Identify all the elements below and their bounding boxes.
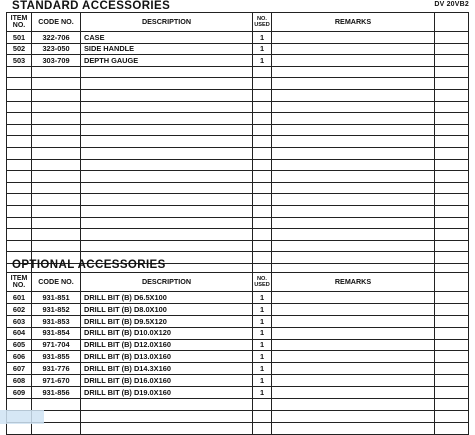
- table-row: [7, 351, 469, 363]
- cell-no-used: 1: [253, 315, 272, 327]
- cell-blank: [435, 113, 469, 125]
- cell-remarks: [272, 410, 435, 422]
- cell-blank: [435, 55, 469, 67]
- header-no-used: NO. USED: [253, 273, 272, 292]
- cell-no-used: [253, 78, 272, 90]
- cell-item-no: [7, 159, 32, 171]
- cell-blank: [435, 229, 469, 241]
- cell-blank: [435, 315, 469, 327]
- cell-blank: [435, 410, 469, 422]
- cell-no-used: [253, 252, 272, 264]
- cell-item-no: 609: [7, 387, 32, 399]
- cell-remarks: [272, 240, 435, 252]
- cell-description: [81, 410, 253, 422]
- table-header-row: [7, 273, 469, 292]
- empty-table-row: [7, 89, 469, 101]
- cell-no-used: [253, 399, 272, 411]
- cell-remarks: [272, 292, 435, 304]
- cell-remarks: [272, 399, 435, 411]
- cell-description: [81, 422, 253, 434]
- cell-blank: [435, 89, 469, 101]
- cell-code-no: [32, 136, 81, 148]
- cell-code-no: [32, 399, 81, 411]
- cell-code-no: 931-851: [32, 292, 81, 304]
- cell-description: [81, 159, 253, 171]
- header-description: DESCRIPTION: [81, 13, 253, 32]
- empty-table-row: [7, 194, 469, 206]
- cell-code-no: [32, 194, 81, 206]
- cell-blank: [435, 375, 469, 387]
- cell-description: [81, 205, 253, 217]
- cell-description: [81, 66, 253, 78]
- cell-code-no: [32, 159, 81, 171]
- cell-description: [81, 399, 253, 411]
- cell-no-used: [253, 229, 272, 241]
- cell-code-no: [32, 182, 81, 194]
- cell-description: CASE: [81, 32, 253, 44]
- cell-remarks: [272, 55, 435, 67]
- table-row: [7, 43, 469, 55]
- cell-item-no: [7, 399, 32, 411]
- header-blank: [435, 13, 469, 32]
- cell-code-no: 323-050: [32, 43, 81, 55]
- cell-item-no: [7, 240, 32, 252]
- cell-code-no: [32, 78, 81, 90]
- cell-blank: [435, 66, 469, 78]
- cell-no-used: 1: [253, 32, 272, 44]
- cell-item-no: [7, 229, 32, 241]
- cell-item-no: [7, 136, 32, 148]
- header-code-no: CODE NO.: [32, 273, 81, 292]
- cell-description: DRILL BIT (B) D16.0X160: [81, 375, 253, 387]
- cell-remarks: [272, 327, 435, 339]
- empty-table-row: [7, 182, 469, 194]
- table-row: [7, 32, 469, 44]
- cell-blank: [435, 101, 469, 113]
- cell-description: DRILL BIT (B) D12.0X160: [81, 339, 253, 351]
- cell-blank: [435, 182, 469, 194]
- cell-item-no: 601: [7, 292, 32, 304]
- model-number: DV 20VB2: [434, 1, 469, 8]
- cell-item-no: 608: [7, 375, 32, 387]
- cell-remarks: [272, 422, 435, 434]
- cell-code-no: 971-704: [32, 339, 81, 351]
- empty-table-row: [7, 217, 469, 229]
- empty-table-row: [7, 399, 469, 411]
- cell-blank: [435, 363, 469, 375]
- cell-code-no: 931-855: [32, 351, 81, 363]
- header-blank: [435, 273, 469, 292]
- cell-blank: [435, 292, 469, 304]
- cell-remarks: [272, 315, 435, 327]
- cell-no-used: [253, 205, 272, 217]
- empty-table-row: [7, 124, 469, 136]
- empty-table-row: [7, 78, 469, 90]
- cell-description: DEPTH GAUGE: [81, 55, 253, 67]
- cell-description: DRILL BIT (B) D10.0X120: [81, 327, 253, 339]
- table-header-row: [7, 13, 469, 32]
- cell-item-no: [7, 147, 32, 159]
- cell-item-no: [7, 182, 32, 194]
- cell-item-no: 607: [7, 363, 32, 375]
- cell-no-used: [253, 171, 272, 183]
- cell-blank: [435, 399, 469, 411]
- empty-table-row: [7, 229, 469, 241]
- cell-blank: [435, 387, 469, 399]
- cell-remarks: [272, 43, 435, 55]
- cell-code-no: [32, 66, 81, 78]
- cell-description: DRILL BIT (B) D9.5X120: [81, 315, 253, 327]
- empty-table-row: [7, 101, 469, 113]
- header-item-no: ITEM NO.: [7, 273, 32, 292]
- table-row: [7, 363, 469, 375]
- cell-code-no: 322-706: [32, 32, 81, 44]
- cell-code-no: [32, 240, 81, 252]
- cell-no-used: [253, 136, 272, 148]
- empty-table-row: [7, 159, 469, 171]
- cell-no-used: [253, 147, 272, 159]
- cell-remarks: [272, 252, 435, 264]
- cell-blank: [435, 124, 469, 136]
- empty-table-row: [7, 205, 469, 217]
- cell-blank: [435, 78, 469, 90]
- cell-blank: [435, 327, 469, 339]
- table-row: [7, 303, 469, 315]
- cell-remarks: [272, 229, 435, 241]
- cell-code-no: [32, 229, 81, 241]
- standard-accessories-body: [7, 32, 469, 275]
- cell-remarks: [272, 136, 435, 148]
- empty-table-row: [7, 147, 469, 159]
- cell-remarks: [272, 171, 435, 183]
- cell-item-no: [7, 205, 32, 217]
- cell-no-used: [253, 410, 272, 422]
- cell-description: [81, 182, 253, 194]
- table-row: [7, 375, 469, 387]
- cell-item-no: 503: [7, 55, 32, 67]
- cell-item-no: [7, 101, 32, 113]
- cell-code-no: 303-709: [32, 55, 81, 67]
- cell-remarks: [272, 66, 435, 78]
- cell-item-no: [7, 113, 32, 125]
- cell-description: [81, 124, 253, 136]
- cell-blank: [435, 159, 469, 171]
- cell-code-no: 971-670: [32, 375, 81, 387]
- cell-description: DRILL BIT (B) D19.0X160: [81, 387, 253, 399]
- cell-item-no: [7, 66, 32, 78]
- cell-no-used: [253, 422, 272, 434]
- cell-item-no: [7, 171, 32, 183]
- cell-code-no: [32, 171, 81, 183]
- cell-remarks: [272, 205, 435, 217]
- cell-code-no: [32, 422, 81, 434]
- optional-accessories-body: [7, 292, 469, 435]
- cell-code-no: [32, 113, 81, 125]
- cell-blank: [435, 171, 469, 183]
- cell-description: DRILL BIT (B) D14.3X160: [81, 363, 253, 375]
- cell-item-no: [7, 124, 32, 136]
- cell-item-no: [7, 422, 32, 434]
- cell-no-used: 1: [253, 387, 272, 399]
- cell-description: [81, 240, 253, 252]
- cell-remarks: [272, 101, 435, 113]
- cell-description: SIDE HANDLE: [81, 43, 253, 55]
- empty-table-row: [7, 136, 469, 148]
- cell-description: [81, 147, 253, 159]
- cell-item-no: 602: [7, 303, 32, 315]
- header-description: DESCRIPTION: [81, 273, 253, 292]
- empty-table-row: [7, 422, 469, 434]
- cell-no-used: [253, 89, 272, 101]
- cell-blank: [435, 351, 469, 363]
- standard-accessories-title: STANDARD ACCESSORIES: [12, 0, 171, 12]
- cell-item-no: [7, 217, 32, 229]
- cell-no-used: 1: [253, 375, 272, 387]
- cell-code-no: 931-852: [32, 303, 81, 315]
- cell-code-no: 931-854: [32, 327, 81, 339]
- cell-item-no: [7, 78, 32, 90]
- cell-no-used: [253, 124, 272, 136]
- table-row: [7, 387, 469, 399]
- cell-no-used: 1: [253, 363, 272, 375]
- cell-no-used: 1: [253, 339, 272, 351]
- header-code-no: CODE NO.: [32, 13, 81, 32]
- empty-table-row: [7, 240, 469, 252]
- cell-code-no: [32, 147, 81, 159]
- cell-item-no: 603: [7, 315, 32, 327]
- cell-item-no: 605: [7, 339, 32, 351]
- cell-blank: [435, 32, 469, 44]
- cell-no-used: 1: [253, 43, 272, 55]
- header-no-used: NO. USED: [253, 13, 272, 32]
- cell-no-used: 1: [253, 327, 272, 339]
- table-row: [7, 339, 469, 351]
- cell-no-used: [253, 194, 272, 206]
- header-item-no: ITEM NO.: [7, 13, 32, 32]
- cell-item-no: 606: [7, 351, 32, 363]
- cell-remarks: [272, 303, 435, 315]
- cell-blank: [435, 136, 469, 148]
- cell-remarks: [272, 351, 435, 363]
- cell-item-no: 502: [7, 43, 32, 55]
- cell-blank: [435, 147, 469, 159]
- cell-description: DRILL BIT (B) D13.0X160: [81, 351, 253, 363]
- cell-remarks: [272, 363, 435, 375]
- cell-item-no: 501: [7, 32, 32, 44]
- cell-description: [81, 229, 253, 241]
- table-row: [7, 327, 469, 339]
- cell-blank: [435, 205, 469, 217]
- cell-remarks: [272, 89, 435, 101]
- cell-description: [81, 113, 253, 125]
- empty-table-row: [7, 171, 469, 183]
- cell-remarks: [272, 147, 435, 159]
- cell-item-no: 604: [7, 327, 32, 339]
- cell-description: [81, 78, 253, 90]
- cell-no-used: [253, 240, 272, 252]
- cell-blank: [435, 217, 469, 229]
- cell-code-no: [32, 89, 81, 101]
- cell-code-no: 931-856: [32, 387, 81, 399]
- cell-item-no: [7, 89, 32, 101]
- table-row: [7, 55, 469, 67]
- cell-no-used: [253, 159, 272, 171]
- cell-no-used: [253, 113, 272, 125]
- cell-blank: [435, 43, 469, 55]
- empty-table-row: [7, 113, 469, 125]
- cell-no-used: [253, 182, 272, 194]
- cell-description: [81, 89, 253, 101]
- cell-description: [81, 171, 253, 183]
- optional-accessories-title: OPTIONAL ACCESSORIES: [12, 259, 166, 271]
- cell-item-no: [7, 194, 32, 206]
- cell-blank: [435, 194, 469, 206]
- cell-blank: [435, 422, 469, 434]
- cell-blank: [435, 240, 469, 252]
- optional-accessories-table: [6, 272, 469, 435]
- watermark-stamp: [0, 410, 44, 424]
- cell-blank: [435, 252, 469, 264]
- cell-blank: [435, 339, 469, 351]
- cell-no-used: 1: [253, 292, 272, 304]
- cell-blank: [435, 303, 469, 315]
- cell-no-used: [253, 217, 272, 229]
- cell-code-no: [32, 124, 81, 136]
- cell-remarks: [272, 217, 435, 229]
- cell-no-used: 1: [253, 55, 272, 67]
- header-remarks: REMARKS: [272, 273, 435, 292]
- cell-code-no: 931-853: [32, 315, 81, 327]
- cell-remarks: [272, 375, 435, 387]
- cell-no-used: 1: [253, 303, 272, 315]
- cell-description: [81, 217, 253, 229]
- table-row: [7, 315, 469, 327]
- cell-remarks: [272, 194, 435, 206]
- cell-remarks: [272, 124, 435, 136]
- cell-remarks: [272, 159, 435, 171]
- cell-code-no: [32, 217, 81, 229]
- cell-no-used: [253, 101, 272, 113]
- empty-table-row: [7, 410, 469, 422]
- cell-description: [81, 194, 253, 206]
- cell-remarks: [272, 32, 435, 44]
- cell-description: DRILL BIT (B) D6.5X100: [81, 292, 253, 304]
- empty-table-row: [7, 66, 469, 78]
- cell-code-no: [32, 101, 81, 113]
- header-remarks: REMARKS: [272, 13, 435, 32]
- table-row: [7, 292, 469, 304]
- cell-remarks: [272, 339, 435, 351]
- cell-no-used: 1: [253, 351, 272, 363]
- cell-no-used: [253, 66, 272, 78]
- cell-remarks: [272, 78, 435, 90]
- cell-description: DRILL BIT (B) D8.0X100: [81, 303, 253, 315]
- cell-description: [81, 101, 253, 113]
- standard-accessories-table: [6, 12, 469, 275]
- cell-code-no: 931-776: [32, 363, 81, 375]
- cell-remarks: [272, 113, 435, 125]
- cell-code-no: [32, 205, 81, 217]
- cell-remarks: [272, 182, 435, 194]
- cell-remarks: [272, 387, 435, 399]
- cell-description: [81, 136, 253, 148]
